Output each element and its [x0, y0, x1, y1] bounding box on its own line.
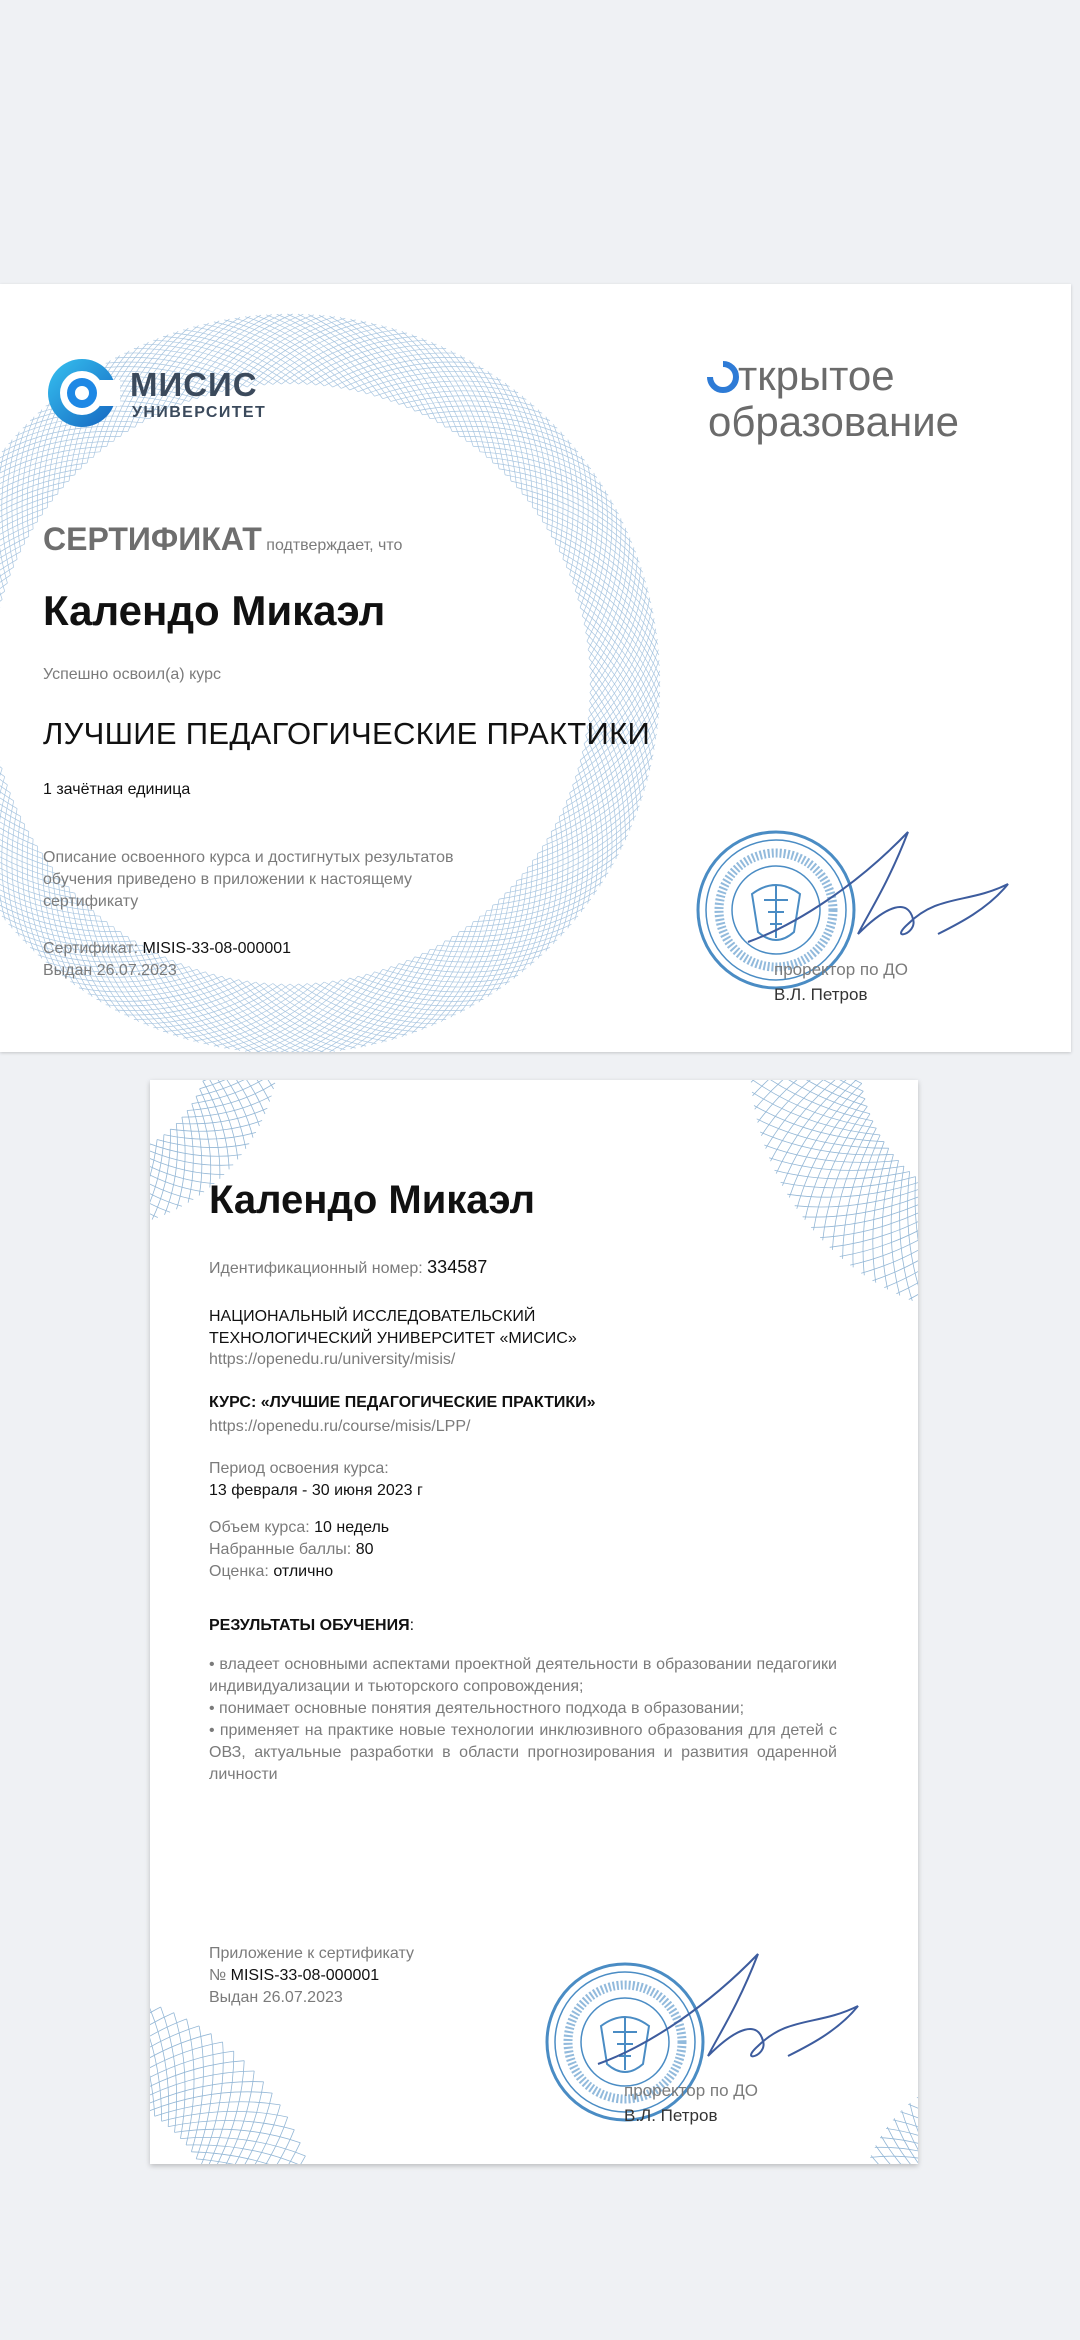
id-value: 334587	[427, 1257, 488, 1277]
recipient-name: Календо Микаэл	[43, 587, 386, 634]
completed-label: Успешно освоил(а) курс	[43, 666, 221, 683]
misis-logo-subtitle: УНИВЕРСИТЕТ	[132, 404, 267, 421]
signer-name: В.Л. Петров	[774, 985, 868, 1004]
course-row	[209, 1394, 596, 1412]
result-item: • понимает основные понятия деятельностного подхода в образовании;	[209, 1700, 745, 1717]
id-label: Идентификационный номер:	[209, 1260, 423, 1277]
volume-label: Объем курса:	[209, 1519, 310, 1536]
attachment-number-row	[209, 1967, 379, 1985]
volume-value: 10 недель	[314, 1519, 390, 1536]
course-value: «ЛУЧШИЕ ПЕДАГОГИЧЕСКИЕ ПРАКТИКИ»	[260, 1394, 596, 1411]
misis-logo	[44, 350, 267, 438]
certificate-title-suffix: подтверждает, что	[266, 537, 403, 554]
grade-label: Оценка:	[209, 1563, 269, 1580]
description-line: Описание освоенного курса и достигнутых результатов	[43, 849, 454, 866]
id-row	[209, 1257, 487, 1278]
results-heading-colon: :	[409, 1617, 415, 1634]
course-url[interactable]: https://openedu.ru/course/misis/LPP/	[209, 1418, 471, 1435]
certificate-page	[0, 284, 1071, 1052]
results-heading-text: РЕЗУЛЬТАТЫ ОБУЧЕНИЯ	[209, 1617, 410, 1634]
results-heading	[209, 1617, 414, 1635]
course-stats	[209, 1517, 389, 1583]
openedu-logo-line1: ткрытое	[738, 352, 895, 399]
signature	[738, 824, 1038, 974]
issued-date: Выдан 26.07.2023	[43, 962, 177, 979]
score-label: Набранные баллы:	[209, 1541, 352, 1558]
university-line: НАЦИОНАЛЬНЫЙ ИССЛЕДОВАТЕЛЬСКИЙ	[209, 1308, 536, 1325]
misis-logo-icon	[44, 350, 120, 436]
openedu-logo-icon	[706, 360, 740, 394]
result-item: • применяет на практике новые технологии инклюзивного образования для детей с ОВЗ, актуальные разработки в области прогнозирования и развития одаренной личности	[209, 1722, 837, 1783]
result-item: • владеет основными аспектами проектной деятельности в образовании педагогики индивидуализации и тьюторского сопровождения;	[209, 1656, 837, 1695]
university-url[interactable]: https://openedu.ru/university/misis/	[209, 1351, 456, 1368]
period-value: 13 февраля - 30 июня 2023 г	[209, 1482, 423, 1499]
attachment-issued: Выдан 26.07.2023	[209, 1989, 343, 2006]
certificate-number: MISIS-33-08-000001	[142, 940, 292, 957]
appendix-recipient-name: Календо Микаэл	[209, 1178, 536, 1222]
course-description	[43, 847, 453, 913]
volume-row	[209, 1517, 389, 1539]
description-line: обучения приведено в приложении к настоящему	[43, 871, 412, 888]
misis-logo-title: МИСИС	[130, 366, 258, 403]
openedu-logo	[706, 344, 1026, 444]
openedu-logo-line2: образование	[708, 398, 960, 445]
university-line: ТЕХНОЛОГИЧЕСКИЙ УНИВЕРСИТЕТ «МИСИС»	[209, 1330, 577, 1347]
certificate-number-label: Сертификат:	[43, 940, 139, 957]
score-value: 80	[355, 1541, 374, 1558]
certificate-number-row	[43, 940, 291, 958]
appendix-page	[150, 1080, 918, 2164]
course-title: ЛУЧШИЕ ПЕДАГОГИЧЕСКИЕ ПРАКТИКИ	[43, 716, 651, 751]
attachment-label: Приложение к сертификату	[209, 1945, 414, 1962]
score-row	[209, 1539, 389, 1561]
certificate-heading	[43, 521, 402, 558]
grade-value: отлично	[273, 1563, 334, 1580]
signer-title: проректор по ДО	[774, 960, 908, 979]
grade-row	[209, 1561, 389, 1583]
credits: 1 зачётная единица	[43, 781, 191, 798]
university-name	[209, 1306, 577, 1350]
results-list	[209, 1654, 837, 1786]
number-prefix: №	[209, 1967, 227, 1984]
course-label: КУРС:	[209, 1394, 257, 1411]
signature	[588, 1946, 888, 2096]
signer-title: проректор по ДО	[624, 2081, 758, 2100]
certificate-title: СЕРТИФИКАТ	[43, 521, 262, 557]
signer-name: В.Л. Петров	[624, 2106, 718, 2125]
period-label: Период освоения курса:	[209, 1460, 389, 1477]
attachment-number: MISIS-33-08-000001	[230, 1967, 380, 1984]
description-line: сертификату	[43, 893, 139, 910]
